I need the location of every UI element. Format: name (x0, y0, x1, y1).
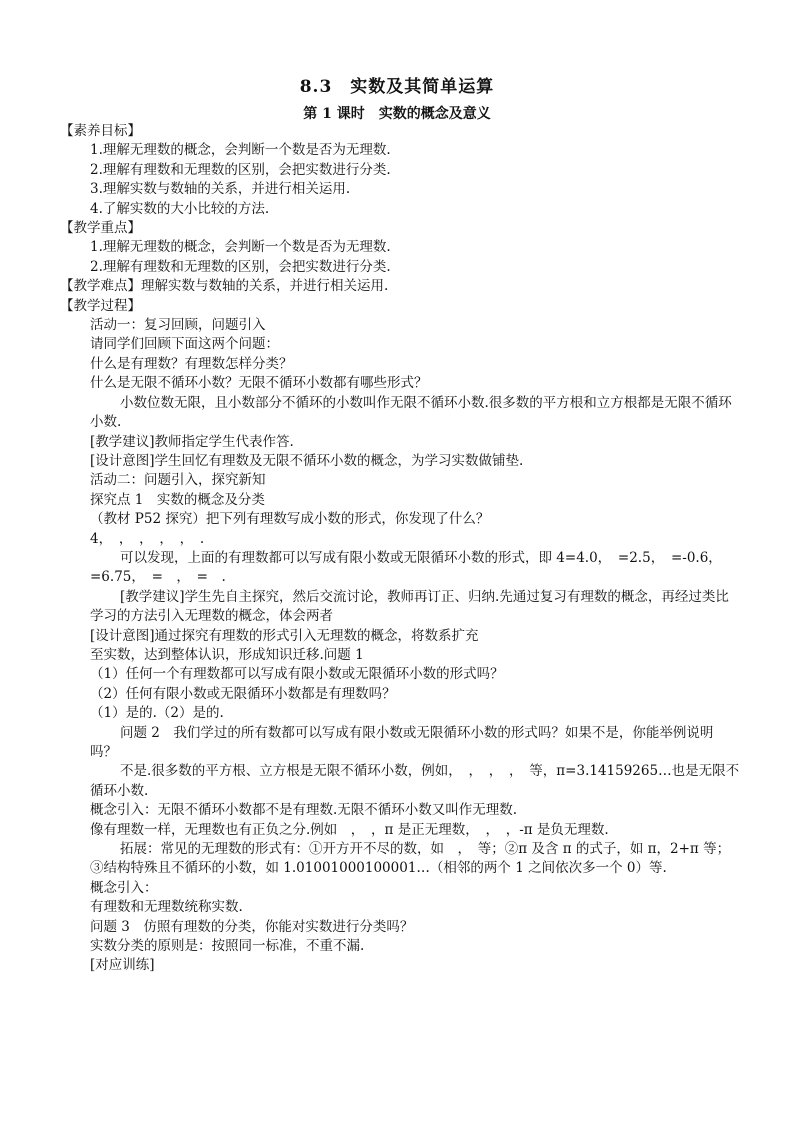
paragraph: 4.了解实数的大小比较的方法. (90, 200, 270, 217)
document-body (60, 122, 740, 976)
paragraph: 概念引入：无限不循环小数都不是有理数.无限不循环小数又叫作无理数. (90, 802, 518, 819)
paragraph: 什么是无限不循环小数？无限不循环小数都有哪些形式？ (90, 375, 428, 392)
paragraph: 像有理数一样，无理数也有正负之分.例如 ， ，π 是正无理数， ， ，-π 是负无理数. (90, 821, 609, 838)
paragraph: 2.理解有理数和无理数的区别，会把实数进行分类. (90, 161, 391, 178)
paragraph: 1.理解无理数的概念，会判断一个数是否为无理数. (90, 142, 391, 159)
paragraph: 实数分类的原则是：按照同一标准，不重不漏. (90, 938, 365, 955)
paragraph: 【教学难点】理解实数与数轴的关系，并进行相关运用. (60, 278, 389, 295)
paragraph: 活动一：复习回顾，问题引入 (90, 317, 266, 334)
paragraph: 【教学重点】 (60, 220, 141, 237)
paragraph: （1）任何一个有理数都可以写成有限小数或无限循环小数的形式吗？ (90, 666, 504, 683)
paragraph: 探究点 1 实数的概念及分类 (90, 491, 265, 508)
paragraph: （2）任何有限小数或无限循环小数都是有理数吗？ (90, 685, 396, 702)
paragraph: 可以发现，上面的有理数都可以写成有限小数或无限循环小数的形式，即 4=4.0， =2.5， =-0.6， =6.75， = ， = . (90, 549, 729, 586)
paragraph: 【教学过程】 (60, 297, 141, 314)
paragraph: 请同学们回顾下面这两个问题： (90, 336, 279, 353)
paragraph: 问题 2 我们学过的所有数都可以写成有限小数或无限循环小数的形式吗？如果不是，你能举例说明吗？ (90, 724, 714, 760)
paragraph: （教材 P52 探究）把下列有理数写成小数的形式，你发现了什么？ (90, 511, 490, 528)
paragraph: [对应训练] (90, 957, 155, 974)
paragraph: [设计意图]通过探究有理数的形式引入无理数的概念，将数系扩充 (90, 627, 479, 644)
paragraph: 概念引入： (90, 879, 158, 896)
page-title: 8.3 实数及其简单运算 (299, 77, 495, 97)
paragraph: 有理数和无理数统称实数. (90, 899, 243, 916)
paragraph: 1.理解无理数的概念，会判断一个数是否为无理数. (90, 239, 391, 256)
paragraph: 什么是有理数？有理数怎样分类？ (90, 355, 293, 372)
page-subtitle: 第 1 课时 实数的概念及意义 (303, 106, 491, 122)
paragraph: 不是.很多数的平方根、立方根是无限不循环小数，例如， ， ， ， 等，π=3.14159265…也是无限不循环小数. (90, 763, 740, 799)
paragraph: 【素养目标】 (60, 123, 141, 139)
paragraph: [教学建议]学生先自主探究，然后交流讨论，教师再订正、归纳.先通过复习有理数的概念，再经过类比学习的方法引入无理数的概念，体会两者 (90, 588, 729, 625)
paragraph: [教学建议]教师指定学生代表作答. (90, 433, 294, 450)
paragraph: [设计意图]学生回忆有理数及无限不循环小数的概念，为学习实数做铺垫. (90, 452, 524, 469)
paragraph: （1）是的.（2）是的. (90, 705, 224, 722)
paragraph: 4， ， ， ， ， . (90, 530, 205, 547)
paragraph: 至实数，达到整体认识，形成知识迁移.问题 1 (90, 646, 364, 663)
paragraph: 拓展：常见的无理数的形式有：①开方开不尽的数，如 ， 等；②π 及含 π 的式子，如 π，2+π 等；③结构特殊且不循环的小数，如 1.01001000100001…（相邻的两个 1 之间依次多一个 0）等. (90, 841, 731, 877)
paragraph: 3.理解实数与数轴的关系，并进行相关运用. (90, 181, 351, 198)
paragraph: 小数位数无限，且小数部分不循环的小数叫作无限不循环小数.很多数的平方根和立方根都是无限不循环小数. (90, 394, 732, 431)
paragraph: 活动二：问题引入，探究新知 (90, 472, 266, 489)
paragraph: 问题 3 仿照有理数的分类，你能对实数进行分类吗？ (90, 918, 414, 935)
paragraph: 2.理解有理数和无理数的区别，会把实数进行分类. (90, 258, 391, 275)
